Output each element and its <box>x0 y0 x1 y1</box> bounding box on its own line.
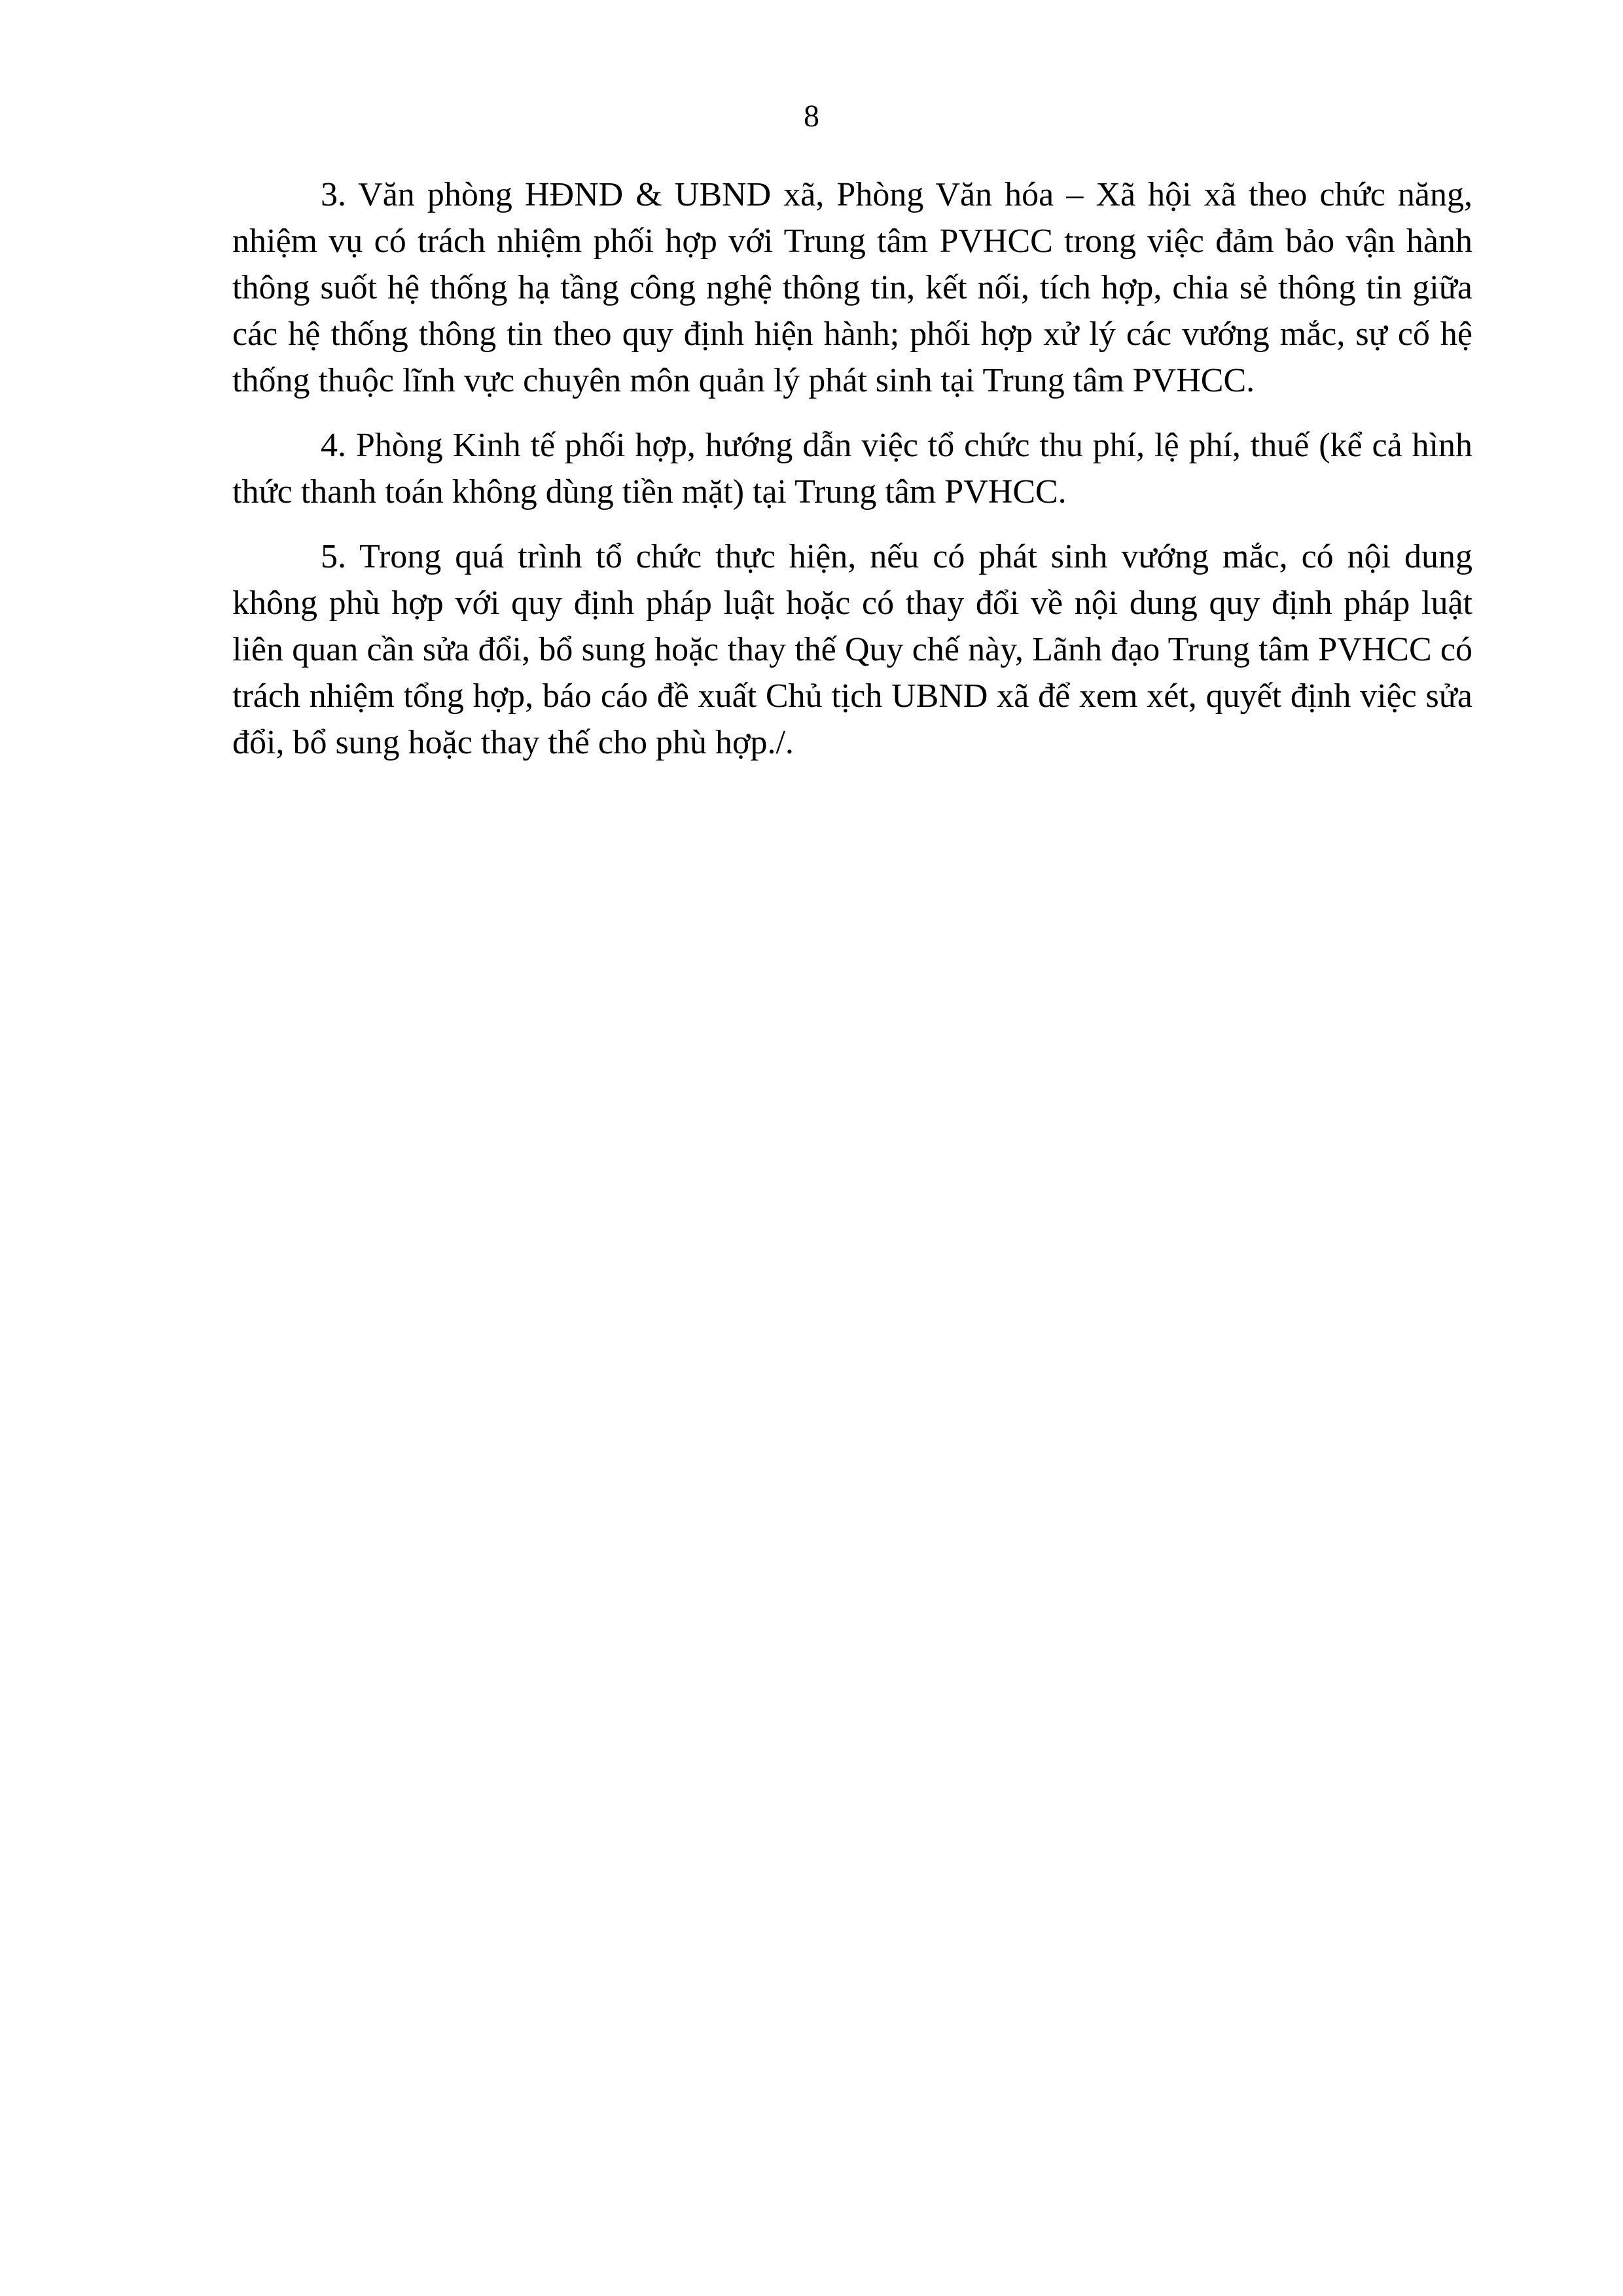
page-number: 8 <box>804 99 819 134</box>
paragraph-4: 4. Phòng Kinh tế phối hợp, hướng dẫn việc tổ chức thu phí, lệ phí, thuế (kể cả hình thức thanh toán không dùng tiền mặt) tại Trung tâm PVHCC. <box>232 427 1472 511</box>
document-body <box>232 171 1472 784</box>
paragraph-5: 5. Trong quá trình tổ chức thực hiện, nếu có phát sinh vướng mắc, có nội dung không phù hợp với quy định pháp luật hoặc có thay đổi về nội dung quy định pháp luật liên quan cần sửa đổi, bổ sung hoặc thay thế Quy chế này, Lãnh đạo Trung tâm PVHCC có trách nhiệm tổng hợp, báo cáo đề xuất Chủ tịch UBND xã để xem xét, quyết định việc sửa đổi, bổ sung hoặc thay thế cho phù hợp./. <box>232 538 1472 761</box>
paragraph-3: 3. Văn phòng HĐND & UBND xã, Phòng Văn hóa – Xã hội xã theo chức năng, nhiệm vụ có trách nhiệm phối hợp với Trung tâm PVHCC trong việc đảm bảo vận hành thông suốt hệ thống hạ tầng công nghệ thông tin, kết nối, tích hợp, chia sẻ thông tin giữa các hệ thống thông tin theo quy định hiện hành; phối hợp xử lý các vướng mắc, sự cố hệ thống thuộc lĩnh vực chuyên môn quản lý phát sinh tại Trung tâm PVHCC. <box>232 176 1472 399</box>
